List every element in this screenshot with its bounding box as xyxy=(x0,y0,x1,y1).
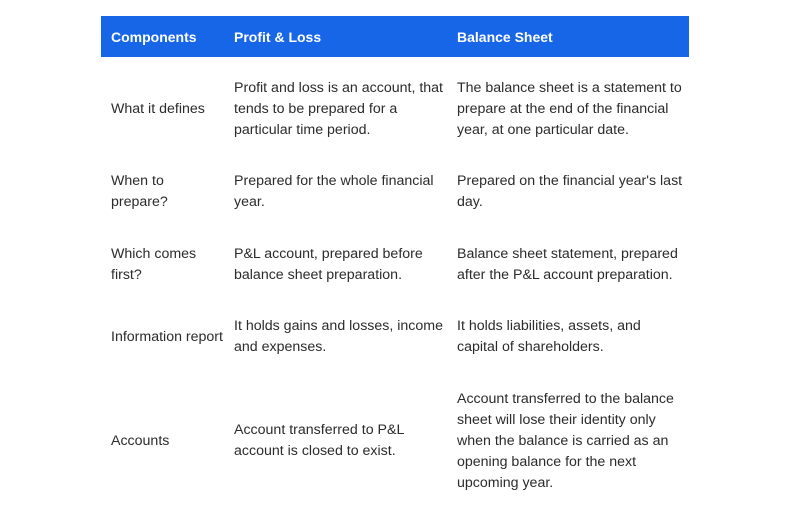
row-balance-sheet-cell: Prepared on the financial year's last day. xyxy=(457,173,683,210)
row-component-label: Accounts xyxy=(111,432,170,449)
row-profit-loss-cell: P&L account, prepared before balance sheet preparation. xyxy=(234,245,423,283)
row-profit-loss-cell: Profit and loss is an account, that tends to be prepared for a particular time period. xyxy=(234,79,443,138)
comparison-table xyxy=(101,16,689,514)
table-row xyxy=(101,223,689,306)
table-row xyxy=(101,161,689,223)
header-profit-loss: Profit & Loss xyxy=(234,28,322,45)
header-balance-sheet: Balance Sheet xyxy=(457,28,553,45)
table-row xyxy=(101,57,689,161)
row-profit-loss-cell: It holds gains and losses, income and expenses. xyxy=(234,318,443,355)
table-row xyxy=(101,306,689,368)
table-header xyxy=(101,16,689,57)
row-component-label: Information report xyxy=(111,328,223,345)
row-balance-sheet-cell: Balance sheet statement, prepared after the P&L account preparation. xyxy=(457,245,678,283)
row-balance-sheet-cell: It holds liabilities, assets, and capital of shareholders. xyxy=(457,318,641,355)
row-balance-sheet-cell: The balance sheet is a statement to prepare at the end of the financial year, at one particular date. xyxy=(457,79,682,138)
row-profit-loss-cell: Account transferred to P&L account is closed to exist. xyxy=(234,422,404,459)
header-components: Components xyxy=(111,28,197,45)
row-component-label: What it defines xyxy=(111,100,205,117)
row-balance-sheet-cell: Account transferred to the balance sheet will lose their identity only when the balance is carried as an opening balance for the next upcoming year. xyxy=(457,390,674,491)
table-row xyxy=(101,368,689,514)
row-component-label: When to prepare? xyxy=(111,173,168,210)
row-profit-loss-cell: Prepared for the whole financial year. xyxy=(234,173,434,210)
row-component-label: Which comes first? xyxy=(111,245,197,283)
